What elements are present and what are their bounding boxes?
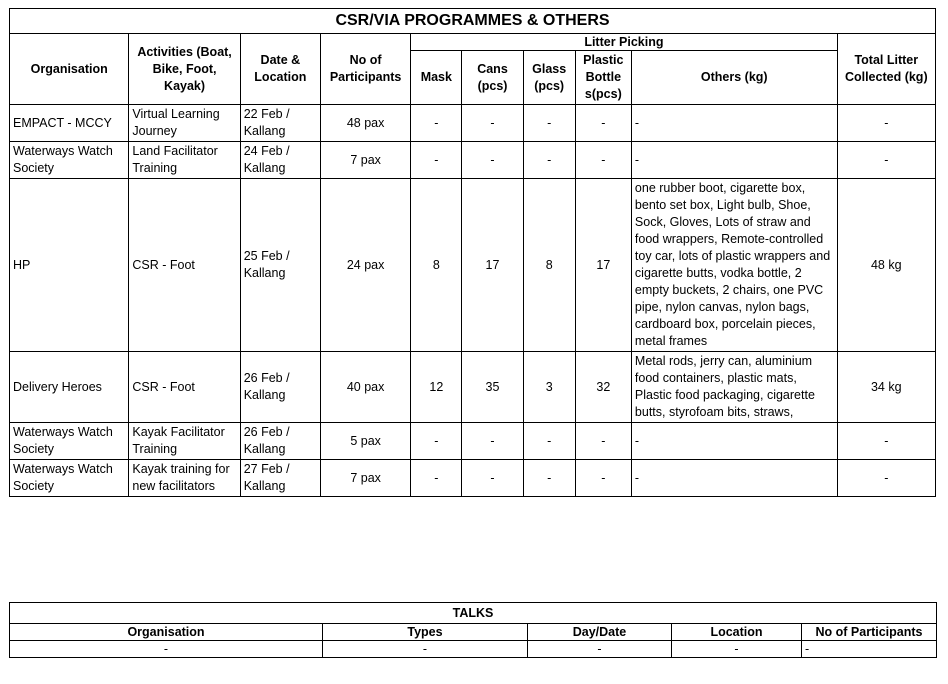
- cell-others: -: [631, 460, 837, 497]
- cell-participants: 7 pax: [320, 460, 410, 497]
- cell-plastic: -: [575, 460, 631, 497]
- cell-total: -: [837, 460, 935, 497]
- talks-cell-types: -: [323, 641, 528, 658]
- header-date-location: Date & Location: [240, 34, 320, 105]
- cell-organisation: HP: [10, 179, 129, 352]
- table-row: [10, 142, 936, 179]
- cell-organisation: Waterways Watch Society: [10, 460, 129, 497]
- header-organisation: Organisation: [10, 34, 129, 105]
- cell-total: 48 kg: [837, 179, 935, 352]
- cell-participants: 5 pax: [320, 423, 410, 460]
- header-participants: No of Participants: [320, 34, 410, 105]
- header-glass: Glass (pcs): [523, 51, 575, 105]
- header-total: Total Litter Collected (kg): [837, 34, 935, 105]
- talks-cell-participants: -: [802, 641, 937, 658]
- cell-plastic: -: [575, 105, 631, 142]
- cell-activity: Kayak training for new facilitators: [129, 460, 240, 497]
- cell-glass: -: [523, 142, 575, 179]
- talks-header-types: Types: [323, 624, 528, 641]
- table-row: [10, 105, 936, 142]
- cell-activity: Kayak Facilitator Training: [129, 423, 240, 460]
- cell-glass: 8: [523, 179, 575, 352]
- talks-cell-day-date: -: [528, 641, 672, 658]
- cell-cans: -: [462, 460, 523, 497]
- cell-cans: -: [462, 105, 523, 142]
- cell-plastic: 17: [575, 179, 631, 352]
- header-cans: Cans (pcs): [462, 51, 523, 105]
- cell-cans: 35: [462, 352, 523, 423]
- cell-total: -: [837, 105, 935, 142]
- cell-activity: Virtual Learning Journey: [129, 105, 240, 142]
- cell-date: 26 Feb / Kallang: [240, 352, 320, 423]
- cell-organisation: Waterways Watch Society: [10, 423, 129, 460]
- cell-mask: -: [411, 460, 462, 497]
- header-mask: Mask: [411, 51, 462, 105]
- cell-participants: 40 pax: [320, 352, 410, 423]
- cell-date: 25 Feb / Kallang: [240, 179, 320, 352]
- talks-cell-organisation: -: [10, 641, 323, 658]
- cell-activity: CSR - Foot: [129, 179, 240, 352]
- cell-mask: -: [411, 142, 462, 179]
- cell-glass: -: [523, 105, 575, 142]
- cell-others: -: [631, 105, 837, 142]
- cell-plastic: 32: [575, 352, 631, 423]
- cell-activity: CSR - Foot: [129, 352, 240, 423]
- cell-others: one rubber boot, cigarette box, bento set box, Light bulb, Shoe, Sock, Gloves, Lots of straw and food wrappers, Remote-controlled toy car, lots of plastic wrappers and cigarette butts, vodka bottle, 2 empty buckets, 2 chairs, one PVC pipe, nylon canvas, nylon bags, cardboard box, porcelain pieces, metal frames: [631, 179, 837, 352]
- cell-glass: -: [523, 460, 575, 497]
- cell-cans: 17: [462, 179, 523, 352]
- table-row: [10, 352, 936, 423]
- cell-date: 27 Feb / Kallang: [240, 460, 320, 497]
- cell-mask: 12: [411, 352, 462, 423]
- cell-cans: -: [462, 142, 523, 179]
- cell-others: Metal rods, jerry can, aluminium food containers, plastic mats, Plastic food packaging, cigarette butts, styrofoam bits, straws,: [631, 352, 837, 423]
- header-plastic-bottles: Plastic Bottle s(pcs): [575, 51, 631, 105]
- table-title: CSR/VIA PROGRAMMES & OTHERS: [10, 9, 936, 34]
- table-row: [10, 460, 936, 497]
- cell-glass: -: [523, 423, 575, 460]
- cell-date: 26 Feb / Kallang: [240, 423, 320, 460]
- cell-mask: 8: [411, 179, 462, 352]
- talks-table: [9, 602, 937, 658]
- cell-others: -: [631, 423, 837, 460]
- cell-mask: -: [411, 105, 462, 142]
- cell-activity: Land Facilitator Training: [129, 142, 240, 179]
- header-activities: Activities (Boat, Bike, Foot, Kayak): [129, 34, 240, 105]
- cell-organisation: EMPACT - MCCY: [10, 105, 129, 142]
- table-row: [10, 179, 936, 352]
- talks-header-participants: No of Participants: [802, 624, 937, 641]
- cell-date: 24 Feb / Kallang: [240, 142, 320, 179]
- cell-participants: 48 pax: [320, 105, 410, 142]
- cell-cans: -: [462, 423, 523, 460]
- cell-participants: 24 pax: [320, 179, 410, 352]
- csr-programmes-table: [9, 8, 936, 497]
- cell-total: -: [837, 423, 935, 460]
- talks-header-day-date: Day/Date: [528, 624, 672, 641]
- cell-mask: -: [411, 423, 462, 460]
- cell-total: -: [837, 142, 935, 179]
- cell-organisation: Waterways Watch Society: [10, 142, 129, 179]
- cell-organisation: Delivery Heroes: [10, 352, 129, 423]
- table-row: [10, 641, 937, 658]
- cell-date: 22 Feb / Kallang: [240, 105, 320, 142]
- talks-cell-location: -: [672, 641, 802, 658]
- talks-header-location: Location: [672, 624, 802, 641]
- table-row: [10, 423, 936, 460]
- cell-glass: 3: [523, 352, 575, 423]
- cell-plastic: -: [575, 423, 631, 460]
- cell-plastic: -: [575, 142, 631, 179]
- talks-header-organisation: Organisation: [10, 624, 323, 641]
- cell-participants: 7 pax: [320, 142, 410, 179]
- cell-total: 34 kg: [837, 352, 935, 423]
- cell-others: -: [631, 142, 837, 179]
- talks-title: TALKS: [10, 603, 937, 624]
- header-litter-picking: Litter Picking: [411, 34, 837, 51]
- header-others: Others (kg): [631, 51, 837, 105]
